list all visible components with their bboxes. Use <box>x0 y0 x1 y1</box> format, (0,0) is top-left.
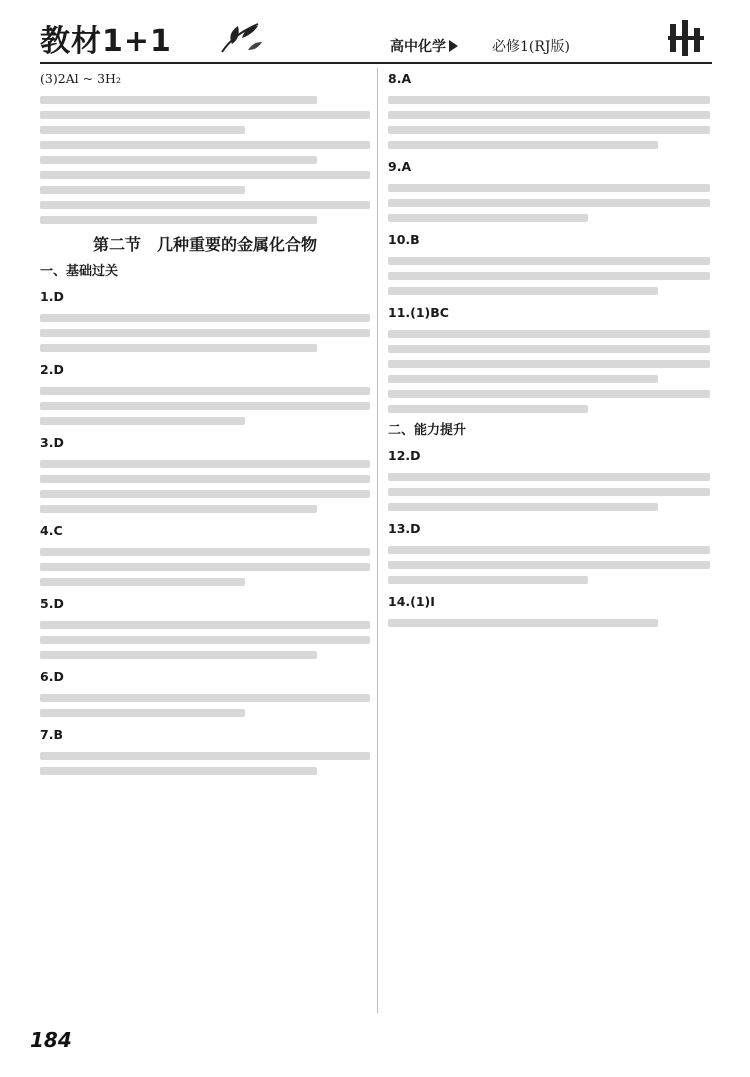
brand-logo: 教材1+1 <box>40 24 172 59</box>
right-column <box>388 68 710 634</box>
continued-text-placeholder <box>40 96 370 224</box>
section-title: 第二节 几种重要的金属化合物 <box>92 235 317 254</box>
triangle-icon <box>449 40 458 52</box>
answer-item: 6.D <box>40 666 370 717</box>
header-subject: 高中化学 <box>390 36 461 56</box>
answer-item: 3.D <box>40 432 370 513</box>
answer-item: 2.D <box>40 359 370 425</box>
answer-item: 11.(1)BC <box>388 302 710 413</box>
leaf-decoration-icon <box>218 20 264 56</box>
answer-item: 5.D <box>40 593 370 659</box>
left-column <box>40 68 370 782</box>
page-number: 184 <box>30 1028 72 1052</box>
column-divider <box>377 68 378 1013</box>
answer-item: 7.B <box>40 724 370 775</box>
subsection-ability: 二、能力提升 <box>388 423 467 438</box>
answer-item: 8.A <box>388 68 710 149</box>
answer-item: 14.(1)Ⅰ <box>388 591 710 627</box>
continued-solution <box>40 68 370 224</box>
answer-item: 10.B <box>388 229 710 295</box>
answer-item: 4.C <box>40 520 370 586</box>
answer-item: 1.D <box>40 286 370 352</box>
subsection-basic: 一、基础过关 <box>40 264 119 279</box>
page-header <box>40 14 712 64</box>
answer-item: 13.D <box>388 518 710 584</box>
emblem-icon <box>666 18 706 58</box>
answer-item: 12.D <box>388 445 710 511</box>
answer-item: 9.A <box>388 156 710 222</box>
header-book: 必修1(RJ版) <box>492 39 570 55</box>
continued-heading: (3)2Al ~ 3H₂ <box>40 71 121 86</box>
